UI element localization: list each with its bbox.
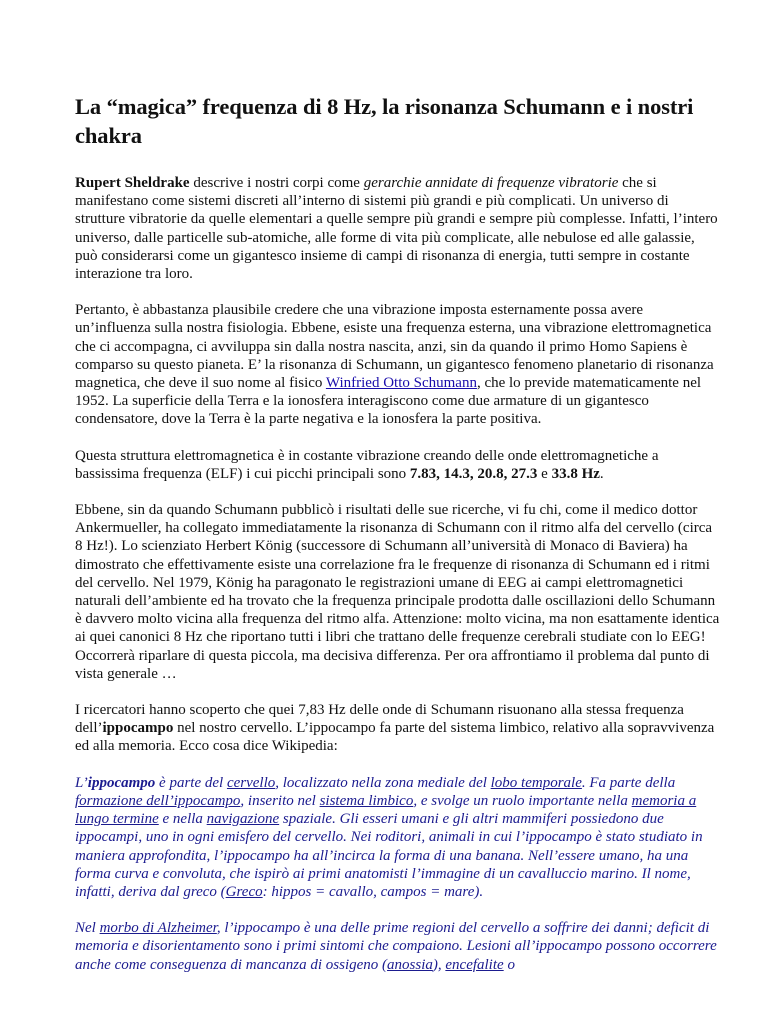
- quote-bold-ippocampo: ippocampo: [87, 774, 156, 791]
- link-memoria-lungo-termine[interactable]: memoria a lungo termine: [75, 792, 697, 828]
- paragraph-ippocampo: I ricercatori hanno scoperto che quei 7,83 Hz delle onde di Schumann risuonano alla stessa frequenza dell’ippocampo nel nostro cervello. L’ippocampo fa parte del sistema limbico, relativo alla sopravvivenza ed alla memoria. Ecco cosa dice Wikipedia:: [75, 702, 715, 755]
- link-navigazione[interactable]: navigazione: [206, 811, 280, 828]
- paragraph-sheldrake: Rupert Sheldrake descrive i nostri corpi come gerarchie annidate di frequenze vibratorie che si manifestano come sistemi discreti all’interno di sistemi più grandi e più complicati. Un universo di strutture vibratorie da quelle elementari a quelle sempre più grandi e sempre più complesse. Infatti, l’intero universo, dalle particelle sub-atomiche, alle forme di vita più complicate, alle nebulose ed alle galassie, può considerarsi come un gigantesco insieme di campi di risonanza di energia, tutti sempre in costante interazione tra loro.: [75, 175, 718, 283]
- link-cervello[interactable]: cervello: [226, 774, 276, 791]
- paragraph-frequencies: Questa struttura elettromagnetica è in costante vibrazione creando delle onde elettromagnetiche a bassissima frequenza (ELF) i cui picchi principali sono 7.83, 14.3, 20.8, 27.3 e 33.8 Hz.: [75, 447, 659, 482]
- author-name: Rupert Sheldrake: [75, 175, 190, 191]
- link-morbo-alzheimer[interactable]: morbo di Alzheimer: [99, 920, 217, 937]
- link-sistema-limbico[interactable]: sistema limbico: [319, 792, 414, 809]
- frequency-values: 7.83, 14.3, 20.8, 27.3: [409, 465, 538, 482]
- paragraph-schumann: Pertanto, è abbastanza plausibile credere che una vibrazione imposta esternamente possa avere un’influenza sulla nostra fisiologia. Ebbene, esiste una frequenza esterna, una vibrazione elettromagnetica che ci accompagna, ci avviluppa sin dalla nostra nascita, anzi, sin da quando il primo Homo Sapiens è comparso su questo pianeta. E’ la risonanza di Schumann, un gigantesco fenomeno planetario di risonanza magnetica, che deve il suo nome al fisico Winfried Otto Schumann, che lo previde matematicamente nel 1952. La superficie della Terra e la ionosfera interagiscono come due armature di un gigantesco condensatore, dove la Terra è la parte negativa e la ionosfera la parte positiva.: [75, 302, 714, 428]
- link-lobo-temporale[interactable]: lobo temporale: [490, 774, 582, 791]
- link-greco[interactable]: Greco: [225, 883, 263, 900]
- link-anossia[interactable]: anossia: [387, 956, 433, 973]
- wikipedia-quote-1: L’ippocampo è parte del cervello, localizzato nella zona mediale del lobo temporale. Fa parte della formazione dell’ippocampo, inserito nel sistema limbico, e svolge un ruolo importante nella memoria a lungo termine e nella navigazione spaziale. Gli esseri umani e gli altri mammiferi possiedono due ippocampi, uno in ogni emisfero del cervello. Nei roditori, animali in cui l’ippocampo è stato studiato in maniera approfondita, l’ippocampo ha all’incirca la forma di una banana. Nell’essere umano, ha una forma curva e convoluta, che ispirò ai primi anatomisti l’immagine di un cavalluccio marino. Il nome, infatti, deriva dal greco (Greco: hippos = cavallo, campos = mare).: [75, 774, 703, 900]
- link-formazione-ippocampo[interactable]: formazione dell’ippocampo: [75, 792, 241, 809]
- emphasis-text: gerarchie annidate di frequenze vibratorie: [363, 175, 619, 191]
- page-title: La “magica” frequenza di 8 Hz, la risonanza Schumann e i nostri chakra: [75, 94, 694, 148]
- link-encefalite[interactable]: encefalite: [445, 956, 504, 973]
- paragraph-konig: Ebbene, sin da quando Schumann pubblicò i risultati delle sue ricerche, vi fu chi, come il medico dottor Ankermueller, ha collegato immediatamente la risonanza di Schumann con il ritmo alfa del cervello (circa 8 Hz!). Lo scienziato Herbert König (successore di Schumann all’università di Monaco di Baviera) ha dimostrato che effettivamente esiste una correlazione fra le frequenze di risonanza di Schumann ed i ritmi del cervello. Nel 1979, König ha paragonato le registrazioni umane di EEG ai campi elettromagnetici naturali dell’ambiente ed ha trovato che la frequenza principale prodotta dalle oscillazioni dello Schumann è davvero molto vicina alla frequenza del ritmo alfa. Attenzione: molto vicina, ma non esattamente identica ai quei canonici 8 Hz che riportano tutti i libri che trattano delle frequenze cerebrali studiate con lo EEG! Occorrerà riparlare di questa piccola, ma decisiva differenza. Per ora affrontiamo il problema dal punto di vista generale …: [75, 502, 720, 682]
- frequency-value-last: 33.8 Hz: [551, 465, 600, 482]
- bold-ippocampo: ippocampo: [102, 720, 174, 737]
- link-winfried-otto-schumann[interactable]: Winfried Otto Schumann: [325, 375, 477, 392]
- wikipedia-quote-2: Nel morbo di Alzheimer, l’ippocampo è una delle prime regioni del cervello a soffrire dei danni; deficit di memoria e disorientamento sono i primi sintomi che compaiono. Lesioni all’ippocampo possono occorrere anche come conseguenza di mancanza di ossigeno (anossia), encefalite o: [75, 920, 717, 973]
